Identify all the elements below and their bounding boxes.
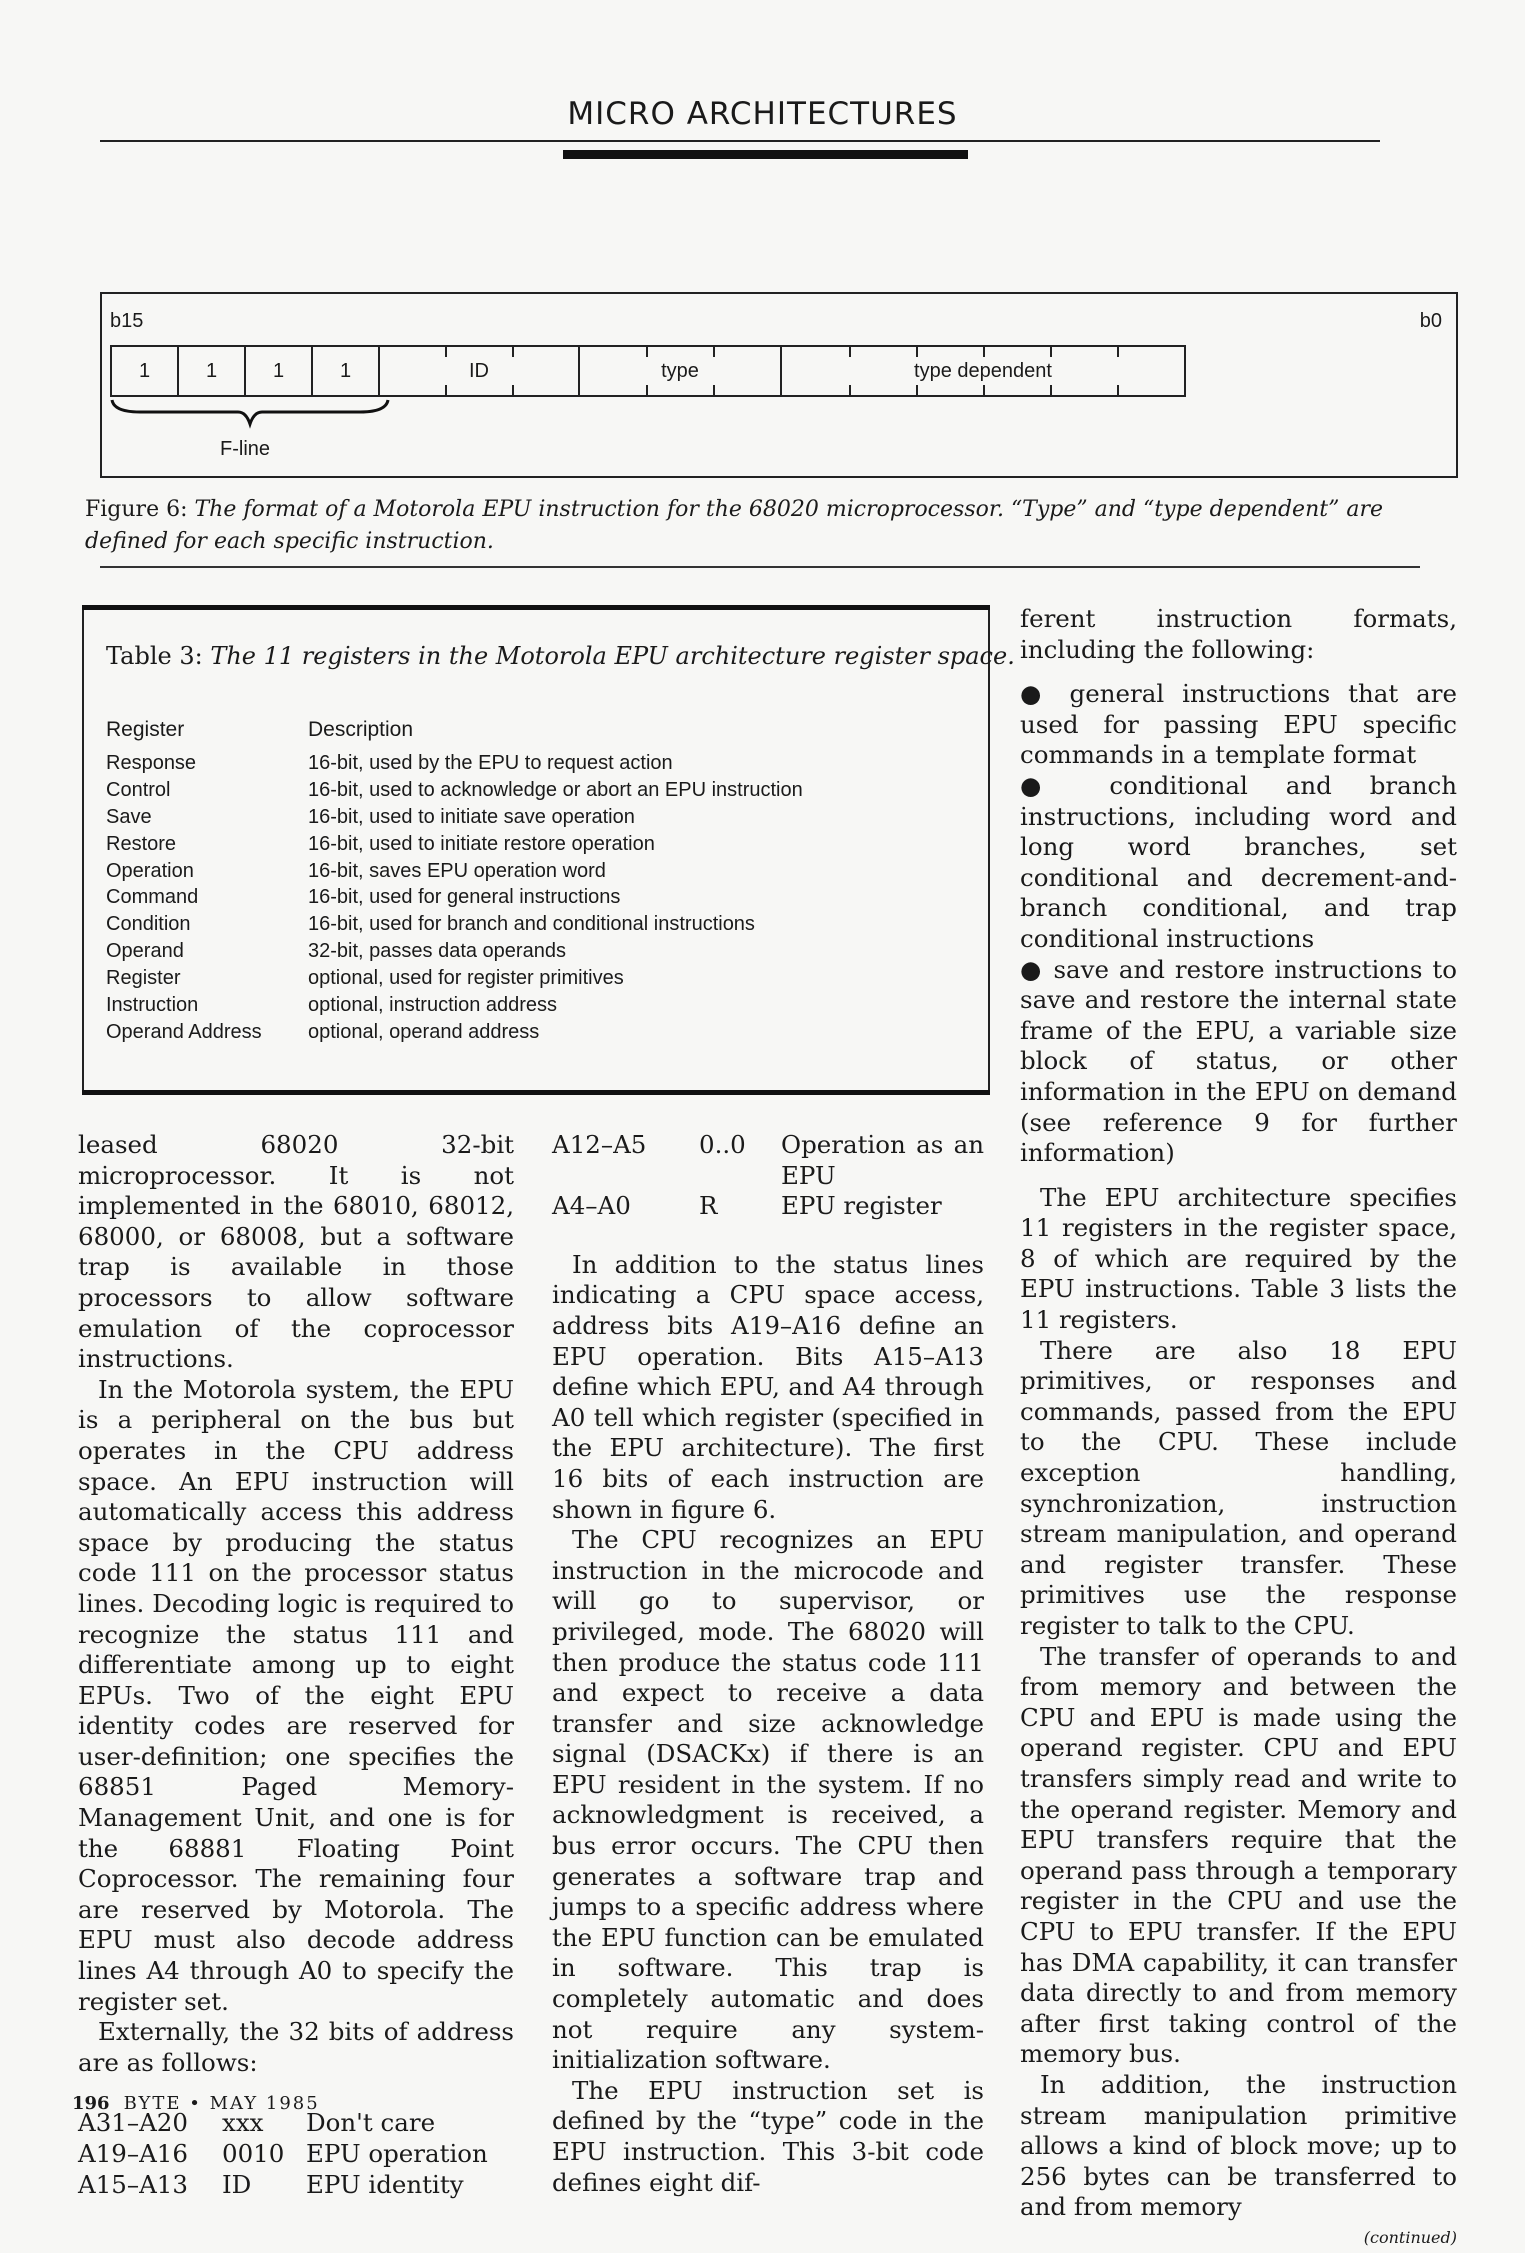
table-row [78, 2170, 488, 2201]
register-description: 32-bit, passes data operands [308, 940, 566, 963]
address-meaning: EPU identity [306, 2169, 464, 2199]
address-table [78, 2108, 488, 2200]
paragraph: Externally, the 32 bits of address are as follows: [78, 2017, 514, 2077]
address-bits: A15–A13 [78, 2169, 188, 2199]
paragraph: There are also 18 EPU primitives, or responses and commands, passed from the EPU to the CPU. These include exception handling, synchronization, instruction stream manipulation, and operand and register transfer. These primitives use the response register to talk to the CPU. [1020, 1335, 1457, 1640]
register-description: 16-bit, used to initiate restore operation [308, 832, 655, 855]
register-name: Register [106, 967, 181, 990]
register-table [106, 718, 803, 1048]
table-row [552, 1130, 984, 1191]
register-description: optional, used for register primitives [308, 967, 624, 990]
register-name: Response [106, 752, 197, 774]
address-meaning: Don't care [306, 2108, 436, 2138]
table-row [106, 886, 803, 913]
register-name: Operation [106, 859, 194, 882]
continued-note: (continued) [1363, 2227, 1457, 2247]
column-2 [552, 1130, 984, 2198]
table-bottom-rule [82, 1090, 990, 1095]
paragraph: In addition to the status lines indicating a CPU space access, address bits A19–A16 define an EPU operation. Bits A15–A13 define which EPU, and A4 through A0 tell which register (specified in the EPU architecture). The first 16 bits of each instruction are shown in figure 6. [552, 1249, 984, 1524]
register-description: 16-bit, saves EPU operation word [308, 859, 606, 882]
register-description: 16-bit, used for general instructions [308, 886, 621, 909]
register-name: Command [106, 886, 199, 909]
address-value: 0..0 [699, 1130, 746, 1159]
table-row [106, 940, 803, 967]
address-value: R [699, 1191, 718, 1221]
paragraph: The EPU instruction set is defined by the “type” code in the EPU instruction. This 3-bit code defines eight dif- [552, 2075, 984, 2197]
address-meaning: EPU register [781, 1191, 942, 1221]
table-title-body: The 11 registers in the Motorola EPU architecture register space. [210, 642, 1015, 670]
table-row [106, 752, 803, 779]
figure-6-caption [85, 494, 1445, 558]
paragraph: In addition, the instruction stream manipulation primitive allows a kind of block move; up to 256 bytes can be transferred to and from memory [1020, 2069, 1457, 2222]
table-row [106, 913, 803, 940]
bullet-item: ● conditional and branch instructions, including word and long word branches, set conditional and decrement-and-branch conditional, and trap conditional instructions [1020, 770, 1457, 953]
instruction-format-row [110, 345, 1186, 397]
register-name: Restore [106, 832, 177, 855]
paragraph: The CPU recognizes an EPU instruction in the microcode and will go to supervisor, or privileged, mode. The 68020 will then produce the status code 111 and expect to receive a data transfer and size acknowledge signal (DSACKx) if there is an EPU resident in the system. If no acknowledgment is received, a bus error occurs. The CPU then generates a software trap and jumps to a specific address where the EPU function can be emulated in software. This trap is completely automatic and does not require any system-initialization software. [552, 1525, 984, 2075]
paragraph: The transfer of operands to and from memory and between the CPU and EPU is made using the operand register. CPU and EPU transfers simply read and write to the operand register. Memory and EPU transfers require that the operand pass through a temporary register in the CPU and use the CPU to EPU transfer. If the EPU has DMA capability, it can transfer data directly to and from memory after first taking control of the memory bus. [1020, 1641, 1457, 2069]
running-head: MICRO ARCHITECTURES [567, 96, 958, 132]
register-name: Operand Address [106, 1020, 262, 1043]
paragraph: The EPU architecture specifies 11 registers in the register space, 8 of which are required by the EPU instructions. Table 3 lists the 11 registers. [1020, 1182, 1457, 1335]
figure-6 [100, 292, 1458, 478]
register-name: Save [106, 805, 152, 828]
address-table [552, 1130, 984, 1222]
figure-label-b15: b15 [110, 310, 144, 332]
publication-line: BYTE • MAY 1985 [123, 2093, 320, 2114]
bit-cell: 1 [179, 347, 246, 395]
page-number: 196 [72, 2093, 110, 2114]
bit-cell: 1 [112, 347, 179, 395]
type-dependent-field: type dependent [782, 347, 1184, 395]
header-bar [563, 150, 968, 159]
page-footer [72, 2093, 320, 2114]
table-row [106, 806, 803, 833]
paragraph: ferent instruction formats, including the following: [1020, 604, 1457, 664]
table-row [106, 779, 803, 806]
address-meaning: Operation as an EPU [781, 1130, 984, 1190]
caption-rule [100, 566, 1420, 568]
register-name: Operand [106, 940, 184, 963]
f-line-label: F-line [220, 438, 271, 460]
register-description: 16-bit, used to acknowledge or abort an EPU instruction [308, 778, 803, 801]
address-value: 0010 [222, 2139, 285, 2168]
table-row [106, 860, 803, 887]
table-3-title [106, 642, 1015, 670]
bit-cell: 1 [246, 347, 313, 395]
address-bits: A12–A5 [552, 1130, 647, 1159]
table-row [106, 833, 803, 860]
address-bits: A19–A16 [78, 2139, 188, 2168]
register-description: 16-bit, used to initiate save operation [308, 805, 635, 828]
address-value: xxx [222, 2108, 264, 2138]
address-bits: A31–A20 [78, 2108, 188, 2138]
table-title-prefix: Table 3: [106, 642, 203, 670]
table-row [106, 1021, 803, 1048]
table-header-row [106, 718, 803, 752]
register-name: Instruction [106, 994, 199, 1017]
table-row [78, 2139, 488, 2170]
address-bits: A4–A0 [552, 1191, 631, 1221]
caption-body: The format of a Motorola EPU instruction for the 68020 microprocessor. “Type” and “type dependent” are defined for each specific instruction. [85, 497, 1383, 554]
header-rule [100, 140, 1380, 142]
figure-label-b0: b0 [1419, 310, 1442, 332]
type-field: type [580, 347, 782, 395]
register-name: Control [106, 778, 171, 801]
column-3 [1020, 604, 1457, 2253]
column-header: Description [308, 718, 414, 741]
register-description: optional, operand address [308, 1020, 540, 1043]
paragraph: leased 68020 32-bit microprocessor. It is not implemented in the 68010, 68012, 68000, or 68008, but a software trap is available in those processors to allow software emulation of the coprocessor instructions. [78, 1130, 514, 1374]
paragraph: In the Motorola system, the EPU is a peripheral on the bus but operates in the CPU address space. An EPU instruction will automatically access this address space by producing the status code 111 on the processor status lines. Decoding logic is required to recognize the status 111 and differentiate among up to eight EPUs. Two of the eight EPU identity codes are reserved for user-definition; one specifies the 68851 Paged Memory-Management Unit, and one is for the 68881 Floating Point Coprocessor. The remaining four are reserved by Motorola. The EPU must also decode address lines A4 through A0 to specify the register set. [78, 1374, 514, 2016]
column-1 [78, 1130, 514, 2200]
caption-prefix: Figure 6: [85, 497, 188, 522]
register-description: 16-bit, used by the EPU to request action [308, 752, 673, 774]
bit-cell: 1 [313, 347, 380, 395]
table-row [552, 1191, 984, 1222]
register-description: optional, instruction address [308, 994, 558, 1017]
id-field: ID [380, 347, 580, 395]
address-meaning: EPU operation [306, 2139, 488, 2168]
bullet-item: ● save and restore instructions to save and restore the internal state frame of the EPU, a variable size block of status, or other information in the EPU on demand (see reference 9 for further information) [1020, 954, 1457, 1168]
f-line-brace [110, 398, 392, 430]
column-header: Register [106, 718, 185, 741]
bullet-item: ● general instructions that are used for passing EPU specific commands in a template format [1020, 679, 1458, 770]
register-description: 16-bit, used for branch and conditional instructions [308, 913, 755, 936]
register-name: Condition [106, 913, 191, 936]
address-value: ID [222, 2169, 252, 2199]
table-row [106, 994, 803, 1021]
table-row [106, 967, 803, 994]
